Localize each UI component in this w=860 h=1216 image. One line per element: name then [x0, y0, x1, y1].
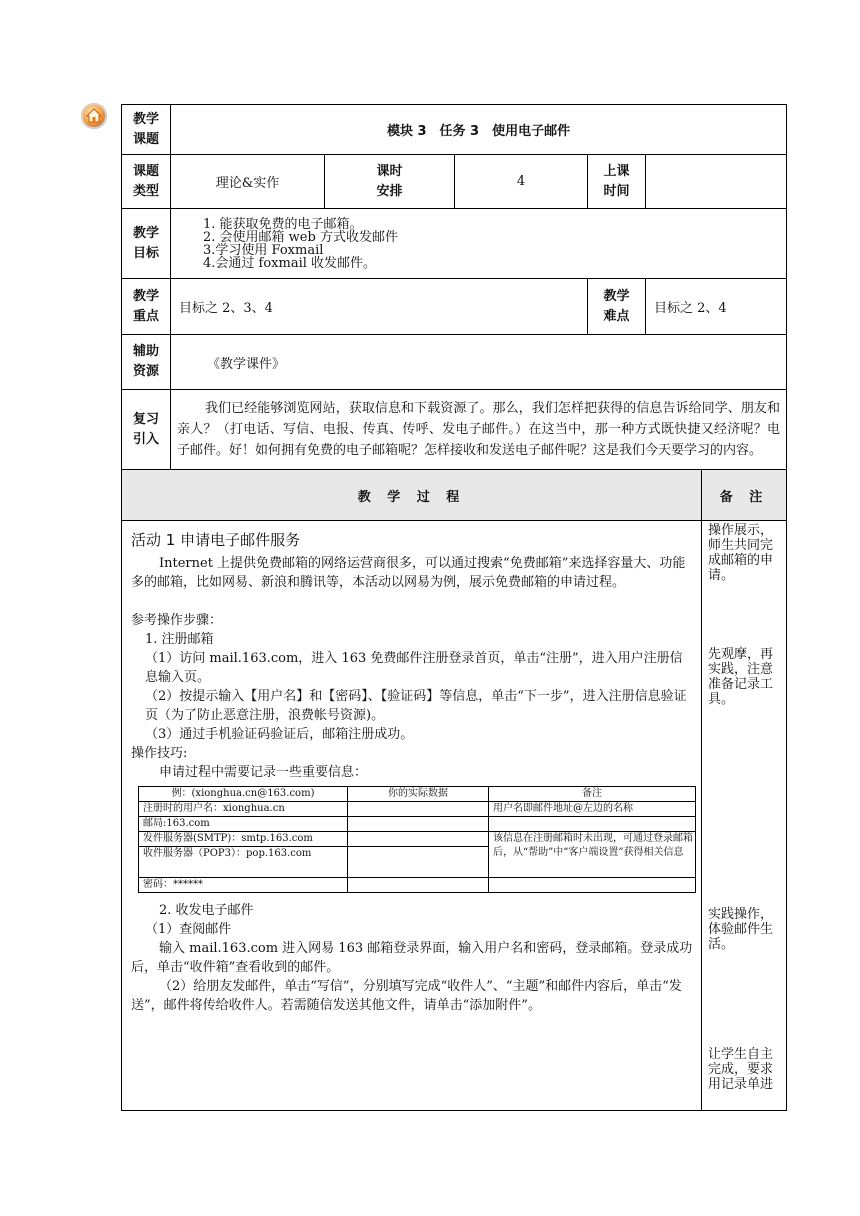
record-header: 备注 [489, 787, 696, 802]
record-input-cell[interactable] [348, 878, 489, 893]
resources-value: 《教学课件》 [171, 335, 787, 390]
record-cell [489, 817, 696, 832]
course-type-label: 课题 类型 [122, 155, 171, 209]
course-type-value: 理论&实作 [171, 155, 325, 209]
record-header: 你的实际数据 [348, 787, 489, 802]
record-input-cell[interactable] [348, 802, 489, 817]
step-text: 输入 mail.163.com 进入网易 163 邮箱登录界面，输入用户名和密码，登录邮箱。登录成功后，单击“收件箱”查看收到的邮件。 [131, 941, 693, 975]
class-hours-label: 课时 安排 [325, 155, 455, 209]
notes-column [702, 521, 787, 1111]
record-input-cell[interactable] [348, 832, 489, 847]
teaching-goals [171, 209, 787, 279]
steps-title: 参考操作步骤： [131, 613, 223, 628]
key-points-value: 目标之 2、3、4 [171, 279, 588, 335]
teaching-process-content [122, 521, 702, 1111]
notes-heading: 备 注 [702, 470, 787, 521]
step-text: （2）按提示输入【用户名】和【密码】、【验证码】等信息，单击“下一步”，进入注册信息验证页（为了防止恶意注册，浪费帐号资源)。 [145, 689, 687, 723]
record-cell: 发件服务器(SMTP)：smtp.163.com [139, 832, 348, 847]
step-text: （1）访问 mail.163.com，进入 163 免费邮件注册登录首页，单击“注册”，进入用户注册信息输入页。 [145, 651, 683, 685]
step-subheading: （1）查阅邮件 [145, 922, 232, 937]
tips-text: 申请过程中需要记录一些重要信息： [159, 765, 368, 780]
difficulty-label: 教学 难点 [588, 279, 646, 335]
resources-label: 辅助 资源 [122, 335, 171, 390]
goal-item: 3.学习使用 Foxmail [203, 242, 324, 258]
review-label: 复习 引入 [122, 390, 171, 470]
step-heading: 2. 收发电子邮件 [159, 903, 254, 918]
record-info-table [138, 786, 696, 893]
note-item: 实践操作，体验邮件生活。 [708, 907, 774, 952]
record-cell: 用户名即邮件地址@左边的名称 [489, 802, 696, 817]
step-text: （3）通过手机验证码验证后，邮箱注册成功。 [145, 727, 414, 742]
record-cell: 邮局:163.com [139, 817, 348, 832]
key-points-label: 教学 重点 [122, 279, 171, 335]
activity-intro: Internet 上提供免费邮箱的网络运营商很多，可以通过搜索“免费邮箱”来选择容量大、功能多的邮箱，比如网易、新浪和腾讯等，本活动以网易为例，展示免费邮箱的申请过程。 [131, 556, 686, 590]
note-item: 让学生自主完成，要求用记录单进 [708, 1047, 774, 1092]
record-cell: 收件服务器（POP3）：pop.163.com [139, 847, 348, 878]
goal-item: 1. 能获取免费的电子邮箱。 [203, 216, 363, 232]
record-cell: 注册时的用户名：xionghua.cn [139, 802, 348, 817]
home-icon[interactable] [81, 103, 107, 129]
note-item: 先观摩，再实践，注意准备记录工具。 [708, 647, 774, 707]
note-item: 操作展示，师生共同完成邮箱的申请。 [708, 523, 774, 583]
lesson-plan-table [121, 104, 787, 1111]
teaching-process-heading: 教 学 过 程 [122, 470, 702, 521]
step-heading: 1. 注册邮箱 [145, 632, 214, 647]
class-time-label: 上课 时间 [588, 155, 646, 209]
goals-label: 教学 目标 [122, 209, 171, 279]
goal-item: 2. 会使用邮箱 web 方式收发邮件 [203, 229, 398, 245]
record-header: 例：(xionghua.cn@163.com) [139, 787, 348, 802]
course-title: 模块 3 任务 3 使用电子邮件 [171, 105, 787, 155]
activity-title: 活动 1 申请电子邮件服务 [131, 531, 301, 549]
goal-item: 4.会通过 foxmail 收发邮件。 [203, 255, 377, 271]
step-text: （2）给朋友发邮件，单击“写信”，分别填写完成“收件人”、“主题”和邮件内容后，单击“发送”，邮件将传给收件人。若需随信发送其他文件，请单击“添加附件”。 [131, 979, 682, 1013]
review-intro-text: 我们已经能够浏览网站，获取信息和下载资源了。那么，我们怎样把获得的信息告诉给同学、朋友和亲人？（打电话、写信、电报、传真、传呼、发电子邮件。）在这当中，那一种方式既快捷又经济呢？电子邮件。好！如何拥有免费的电子邮箱呢？怎样接收和发送电子邮件呢？这是我们今天要学习的内容。 [171, 390, 787, 470]
record-input-cell[interactable] [348, 847, 489, 878]
tips-title: 操作技巧: [131, 746, 188, 761]
record-cell: 密码：****** [139, 878, 348, 893]
class-hours-value: 4 [455, 155, 588, 209]
difficulty-value: 目标之 2、4 [646, 279, 787, 335]
class-time-value [646, 155, 787, 209]
record-input-cell[interactable] [348, 817, 489, 832]
record-cell: 该信息在注册邮箱时未出现，可通过登录邮箱后，从“帮助”中“客户端设置”获得相关信息 [489, 832, 696, 878]
course-title-label: 教学 课题 [122, 105, 171, 155]
record-cell [489, 878, 696, 893]
